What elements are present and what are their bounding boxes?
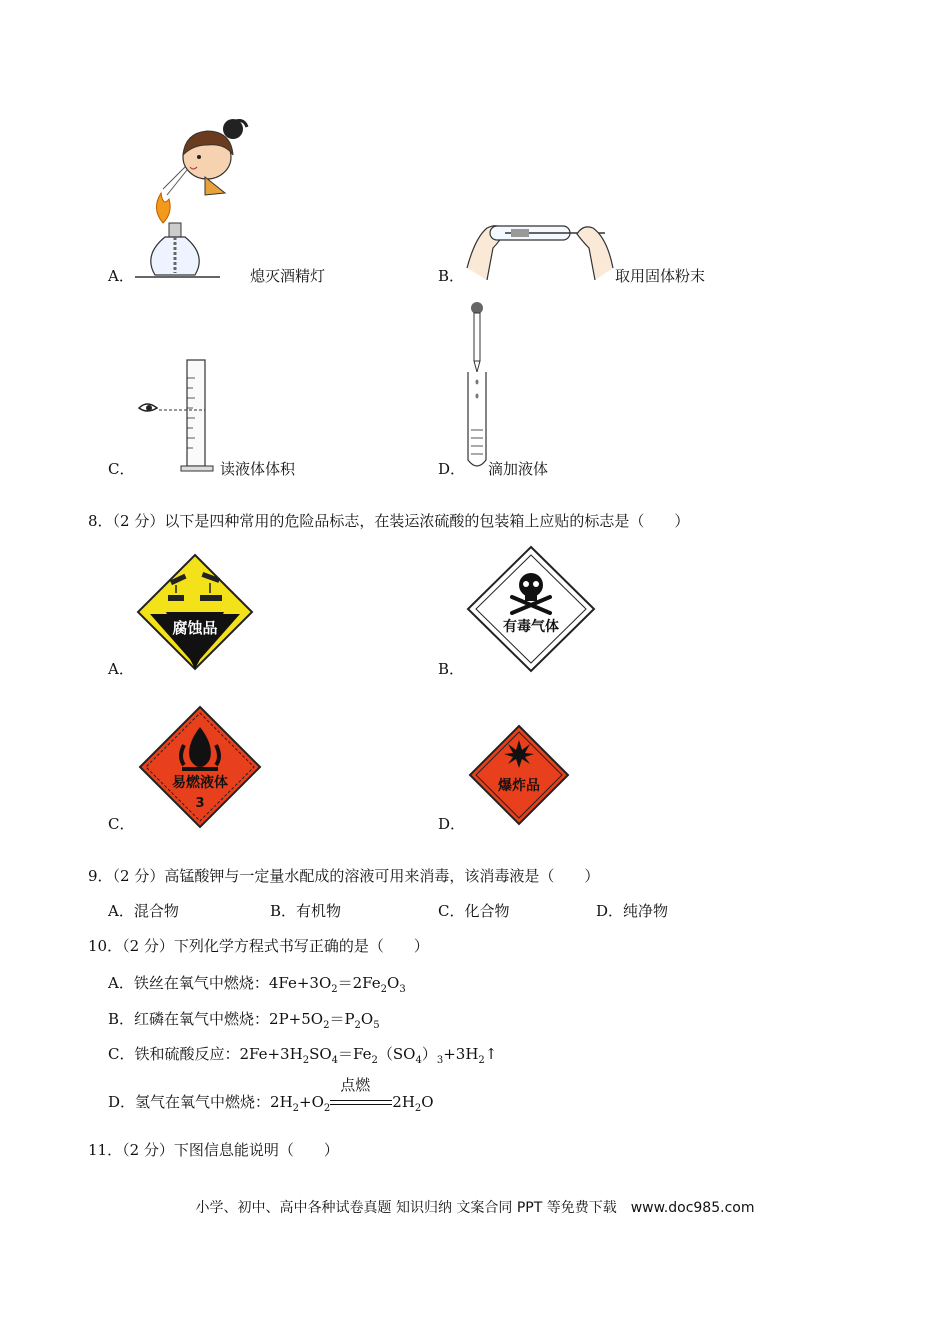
q8-stem: 8．（2 分）以下是四种常用的危险品标志，在装运浓硫酸的包装箱上应贴的标志是（ ）: [88, 512, 690, 530]
q9-option-c: C．化合物: [438, 902, 510, 920]
explosive-hazard-sign: [468, 724, 570, 826]
q7-option-a-letter: A．: [108, 267, 134, 285]
q7-option-a-caption: 熄灭酒精灯: [250, 267, 326, 285]
q10-option-d: [108, 1076, 434, 1114]
toxic-gas-sign-text: 有毒气体: [503, 619, 559, 635]
q10-option-b: [108, 1008, 380, 1031]
q8-option-d-letter: D．: [438, 815, 466, 833]
q10-option-d-condition: 点燃: [340, 1076, 371, 1094]
q10-option-c: [108, 1043, 497, 1066]
q8-option-b-letter: B．: [438, 660, 465, 678]
measuring-cylinder-illustration: [135, 358, 225, 478]
corrosive-sign-text: 腐蚀品: [172, 619, 218, 637]
q10-option-c-equation: $2Fe+3H_2SO_4=Fe_2(SO_4)_3+3H_2↑$: [239, 1045, 498, 1066]
flammable-sign-text: 易燃液体: [172, 775, 228, 791]
q10-option-b-label: B．红磷在氧气中燃烧：: [108, 1010, 270, 1028]
q10-option-b-equation: $2P+5O_2=P_2O_5$: [269, 1010, 380, 1031]
q9-option-d: D．纯净物: [596, 902, 669, 920]
q8-option-a-letter: A．: [108, 660, 134, 678]
q9-stem: 9．（2 分）高锰酸钾与一定量水配成的溶液可用来消毒，该消毒液是（ ）: [88, 867, 600, 885]
q11-stem: 11．（2 分）下图信息能说明（ ）: [88, 1141, 339, 1159]
q7-option-d-letter: D．: [438, 460, 466, 478]
q10-stem: 10．（2 分）下列化学方程式书写正确的是（ ）: [88, 937, 429, 955]
flammable-sign-class: 3: [195, 796, 205, 811]
powder-test-tube-illustration: [465, 208, 615, 280]
q9-option-a: A．混合物: [108, 902, 179, 920]
q8-option-c-letter: C．: [108, 815, 135, 833]
q7-option-d-caption: 滴加液体: [488, 460, 549, 478]
q10-option-d-label: D．氢气在氧气中燃烧：: [108, 1093, 271, 1111]
alcohol-lamp-blowing-illustration: [135, 115, 250, 285]
q10-option-a-equation: $4Fe+3O_2=2Fe_2O_3$: [268, 974, 406, 995]
q7-option-c-caption: 读液体体积: [220, 460, 296, 478]
toxic-gas-hazard-sign: [466, 545, 596, 673]
q10-option-a: [108, 972, 406, 995]
q10-option-c-label: C．铁和硫酸反应：: [108, 1045, 240, 1063]
flammable-liquid-hazard-sign: [138, 705, 262, 829]
explosive-sign-text: 爆炸品: [498, 778, 540, 794]
q7-option-b-letter: B．: [438, 267, 465, 285]
page-footer: 小学、初中、高中各种试卷真题 知识归纳 文案合同 PPT 等免费下载 www.doc985.com: [195, 1200, 755, 1216]
q10-option-d-right: $2H_2O$: [392, 1093, 434, 1114]
q10-option-a-label: A．铁丝在氧气中燃烧：: [108, 974, 269, 992]
q7-option-c-letter: C．: [108, 460, 135, 478]
q10-option-d-arrow: [330, 1076, 392, 1110]
dropper-test-tube-illustration: [462, 300, 492, 475]
corrosive-hazard-sign: [136, 553, 254, 671]
q9-option-b: B．有机物: [270, 902, 342, 920]
q7-option-b-caption: 取用固体粉末: [615, 267, 706, 285]
q10-option-d-left: $2H_2+O_2$: [270, 1093, 331, 1114]
